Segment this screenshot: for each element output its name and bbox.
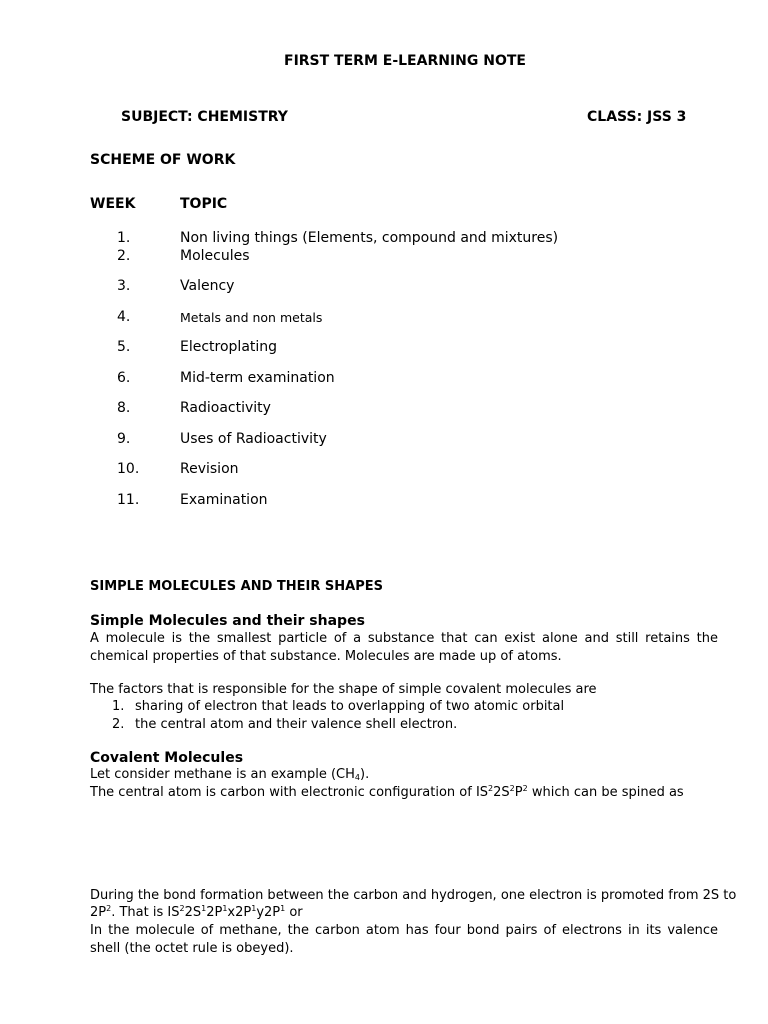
methane-example: Let consider methane is an example $(CH_4)$. (90, 767, 370, 782)
week-topic: Metals and non metals (180, 310, 323, 325)
bond-formation-text: During the bond formation between the carbon and hydrogen, one electron is promoted from 2S to (90, 888, 737, 903)
week-topic: Valency (180, 278, 235, 294)
class-label: CLASS: JSS 3 (587, 109, 687, 125)
week-number: 8. (117, 400, 131, 416)
scheme-heading: SCHEME OF WORK (90, 152, 236, 168)
methane-bond-pairs: In the molecule of methane, the carbon atom has four bond pairs of electrons in its valence shell (the octet rule is obeyed). (90, 923, 718, 956)
promotion-configuration: $2P^2$. That is $IS^22S^12P^1x2P^1y2P^1$ or (90, 904, 303, 920)
week-topic: Radioactivity (180, 400, 271, 416)
factors-intro: The factors that is responsible for the shape of simple covalent molecules are (90, 682, 597, 697)
week-number: 3. (117, 278, 131, 294)
section-heading: SIMPLE MOLECULES AND THEIR SHAPES (90, 579, 383, 594)
covalent-heading: Covalent Molecules (90, 750, 244, 766)
topic-column-header: TOPIC (180, 196, 228, 212)
subject-label: SUBJECT: CHEMISTRY (121, 109, 288, 125)
week-number: 4. (117, 309, 131, 325)
document-title: FIRST TERM E-LEARNING NOTE (284, 53, 526, 69)
week-number: 10. (117, 461, 140, 477)
week-number: 6. (117, 370, 131, 386)
week-number: 9. (117, 431, 131, 447)
week-topic: Revision (180, 461, 239, 477)
week-topic: Non living things (Elements, compound and mixtures) (180, 230, 559, 246)
week-number: 11. (117, 492, 140, 508)
week-number: 5. (117, 339, 131, 355)
subsection-heading: Simple Molecules and their shapes (90, 613, 365, 629)
week-topic: Mid-term examination (180, 370, 335, 386)
list-item: sharing of electron that leads to overlapping of two atomic orbital (135, 699, 565, 714)
list-item-number: 2. (112, 717, 125, 732)
week-topic: Uses of Radioactivity (180, 431, 327, 447)
week-topic: Molecules (180, 248, 250, 264)
week-number: 1. (117, 230, 131, 246)
week-column-header: WEEK (90, 196, 136, 212)
week-number: 2. (117, 248, 131, 264)
electronic-configuration: The central atom is carbon with electronic configuration of $IS^22S^2P^2$ which can be spined as (90, 784, 684, 800)
list-item-number: 1. (112, 699, 125, 714)
week-topic: Examination (180, 492, 268, 508)
molecule-definition: A molecule is the smallest particle of a substance that can exist alone and still retains the chemical properties of that substance. Molecules are made up of atoms. (90, 631, 718, 664)
list-item: the central atom and their valence shell electron. (135, 717, 458, 732)
week-topic: Electroplating (180, 339, 278, 355)
